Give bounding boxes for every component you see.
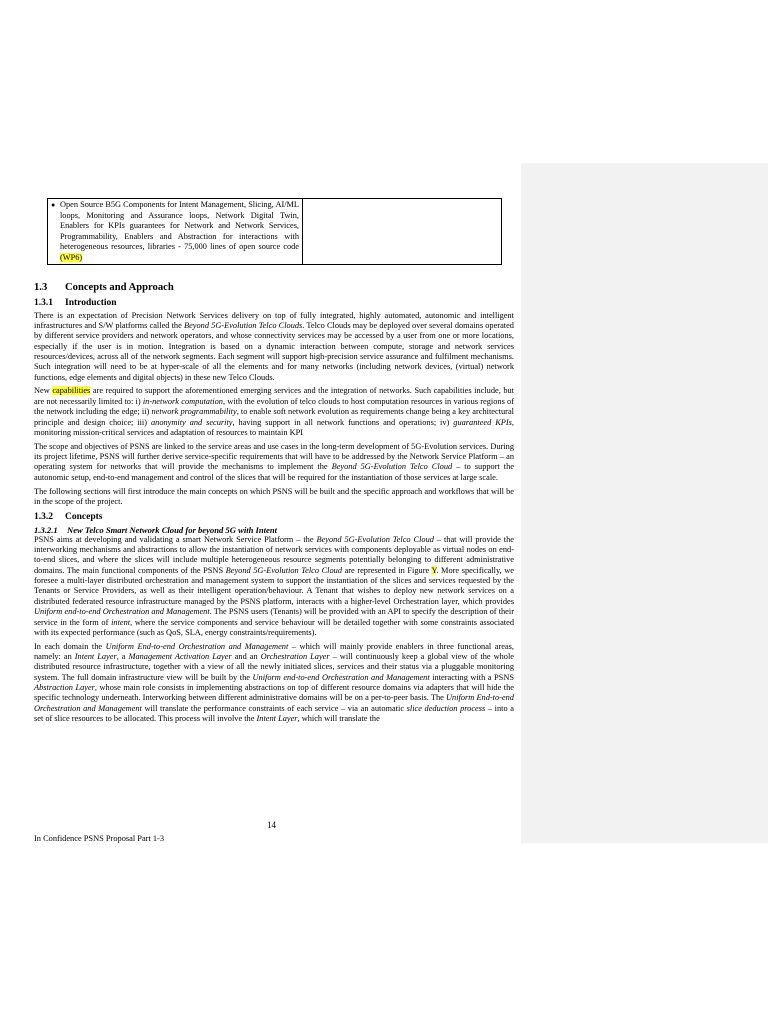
section-title: Concepts and Approach — [65, 281, 174, 293]
section-heading — [34, 281, 514, 294]
intro-paragraph-2: New capabilities are required to support the aforementioned emerging services and the integration of networks. Such capabilities include, but are not necessarily limited to: i) in-network computation, with the evolution of telco clouds to host computation resources in various regions of the network including the edge; ii) network programmability, to enable soft network evolution as requirements change being a key architectural principle and design choice; iii) anonymity and security, having support in all network functions and operations; iv) guaranteed KPIs, monitoring mission-critical services and adaptation of resources to maintain KPI — [34, 386, 514, 437]
intro-heading — [34, 297, 514, 309]
page-footer: In Confidence PSNS Proposal Part 1-3 — [34, 834, 165, 843]
page-number: 14 — [267, 820, 276, 830]
concepts-paragraph-1: PSNS aims at developing and validating a smart Network Service Platform – the Beyond 5G-Evolution Telco Cloud – that will provide the interworking mechanisms and abstractions to allow the instantiation of network services with components deployable as virtual nodes on end-to-end slices, and where the slices will include multiple heterogeneous resource segments potentially belonging to different administrative domains. The main functional components of the PSNS Beyond 5G-Evolution Telco Cloud are represented in Figure Y. More specifically, we foresee a multi-layer distributed orchestration and management system to support the instantiation of the slices and services requested by the Tenants or Service Providers, as well as their intelligent operation/behaviour. A Tenant that wishes to deploy new network services on a distributed federated resource infrastructure managed by the PSNS platform, interacts with a higher-level Orchestration layer, which provides Uniform end-to-end Orchestration and Management. The PSNS users (Tenants) will be provided with an API to specify the description of their service in the form of intent, where the service components and service behaviour will be detailed together with some constraints associated with its expected performance (such as QoS, SLA, energy constraints/requirements). — [34, 534, 515, 637]
concepts-paragraph-2: In each domain the Uniform End-to-end Orchestration and Management – which will mainly provide enablers in three functional areas, namely: an Intent Layer, a Management Activation Layer and an Orchestration Layer – will continuously keep a global view of the whole distributed resource infrastructure, together with a view of all the newly initiated slices, services and their status via a pluggable monitoring system. The full domain infrastructure view will be built by the Uniform end-to-end Orchestration and Management interacting with a PSNS Abstraction Layer, whose main role consists in implementing abstractions on top of different resource domains via adapters that will hide the specific technology underneath. Interworking between different administrative domains will be on a per-to-peer basis. The Uniform End-to-end Orchestration and Management will translate the performance constraints of each service – via an automatic slice deduction process – into a set of slice resources to be allocated. This process will involve the Intent Layer, which will translate the — [34, 641, 515, 724]
table-cell-right — [303, 199, 502, 265]
intro-paragraph-1: There is an expectation of Precision Network Services delivery on top of fully integrated, highly automated, autonomic and intelligent infrastructures and S/W platforms called the Beyond 5G-Evolution Telco Clouds. Telco Clouds may be deployed over several domains operated by different service providers and network operators, and whose connectivity services may be accessed by a user from one or more locations, especially if the user is in motion. Integration is based on a dynamic interaction between compute, storage and network services resources/devices, across all of the network segments. Each segment will support high-precision service assurance and fulfilment mechanisms. Such integration will need to be at hyper-scale of all the elements and for many networks (including network devices, (virtual) network functions, edge elements and digital objects) in these new Telco Clouds. — [34, 310, 514, 382]
intro-title: Introduction — [65, 297, 117, 308]
concepts-heading — [34, 511, 514, 523]
concepts-number: 1.3.2 — [34, 511, 53, 522]
intro-number: 1.3.1 — [34, 297, 53, 308]
subsection-title: New Telco Smart Network Cloud for beyond 5G with Intent — [67, 524, 278, 535]
subsection-heading — [34, 525, 514, 535]
deliverables-table — [47, 198, 502, 265]
section-number: 1.3 — [34, 281, 48, 293]
figure-ref-highlight: Y — [431, 565, 437, 575]
comments-pane — [521, 163, 768, 843]
capabilities-highlight: capabilities — [52, 386, 91, 396]
page-content — [34, 198, 514, 728]
subsection-number: 1.3.2.1 — [34, 524, 58, 535]
concepts-title: Concepts — [65, 511, 103, 522]
table-row — [48, 199, 502, 265]
wp-highlight: (WP6) — [60, 252, 83, 262]
table-cell-left — [48, 199, 303, 265]
intro-paragraph-4: The following sections will first introduce the main concepts on which PSNS will be built and the specific approach and workflows that will be in the scope of the project. — [34, 486, 514, 506]
intro-paragraph-3: The scope and objectives of PSNS are linked to the service areas and use cases in the long-term development of 5G-Evolution services. During its project lifetime, PSNS will further derive service-specific requirements that will have to be addressed by the Network Service Platform – an operating system for networks that will provide the mechanisms to implement the Beyond 5G-Evolution Telco Cloud – to support the autonomic setup, end-to-end management and control of the slices that will be required for the instantiation of those services at large scale. — [34, 441, 514, 482]
bullet-icon: ● — [51, 201, 56, 209]
table-bullet-text: Open Source B5G Components for Intent Management, Slicing, AI/ML loops, Monitoring and Assurance loops, Network Digital Twin, Enablers for KPIs guarantees for Network and Network Services, Programmability, Enablers and Abstraction for interactions with heterogeneous resources, libraries - 75,000 lines of open source code — [60, 200, 299, 252]
